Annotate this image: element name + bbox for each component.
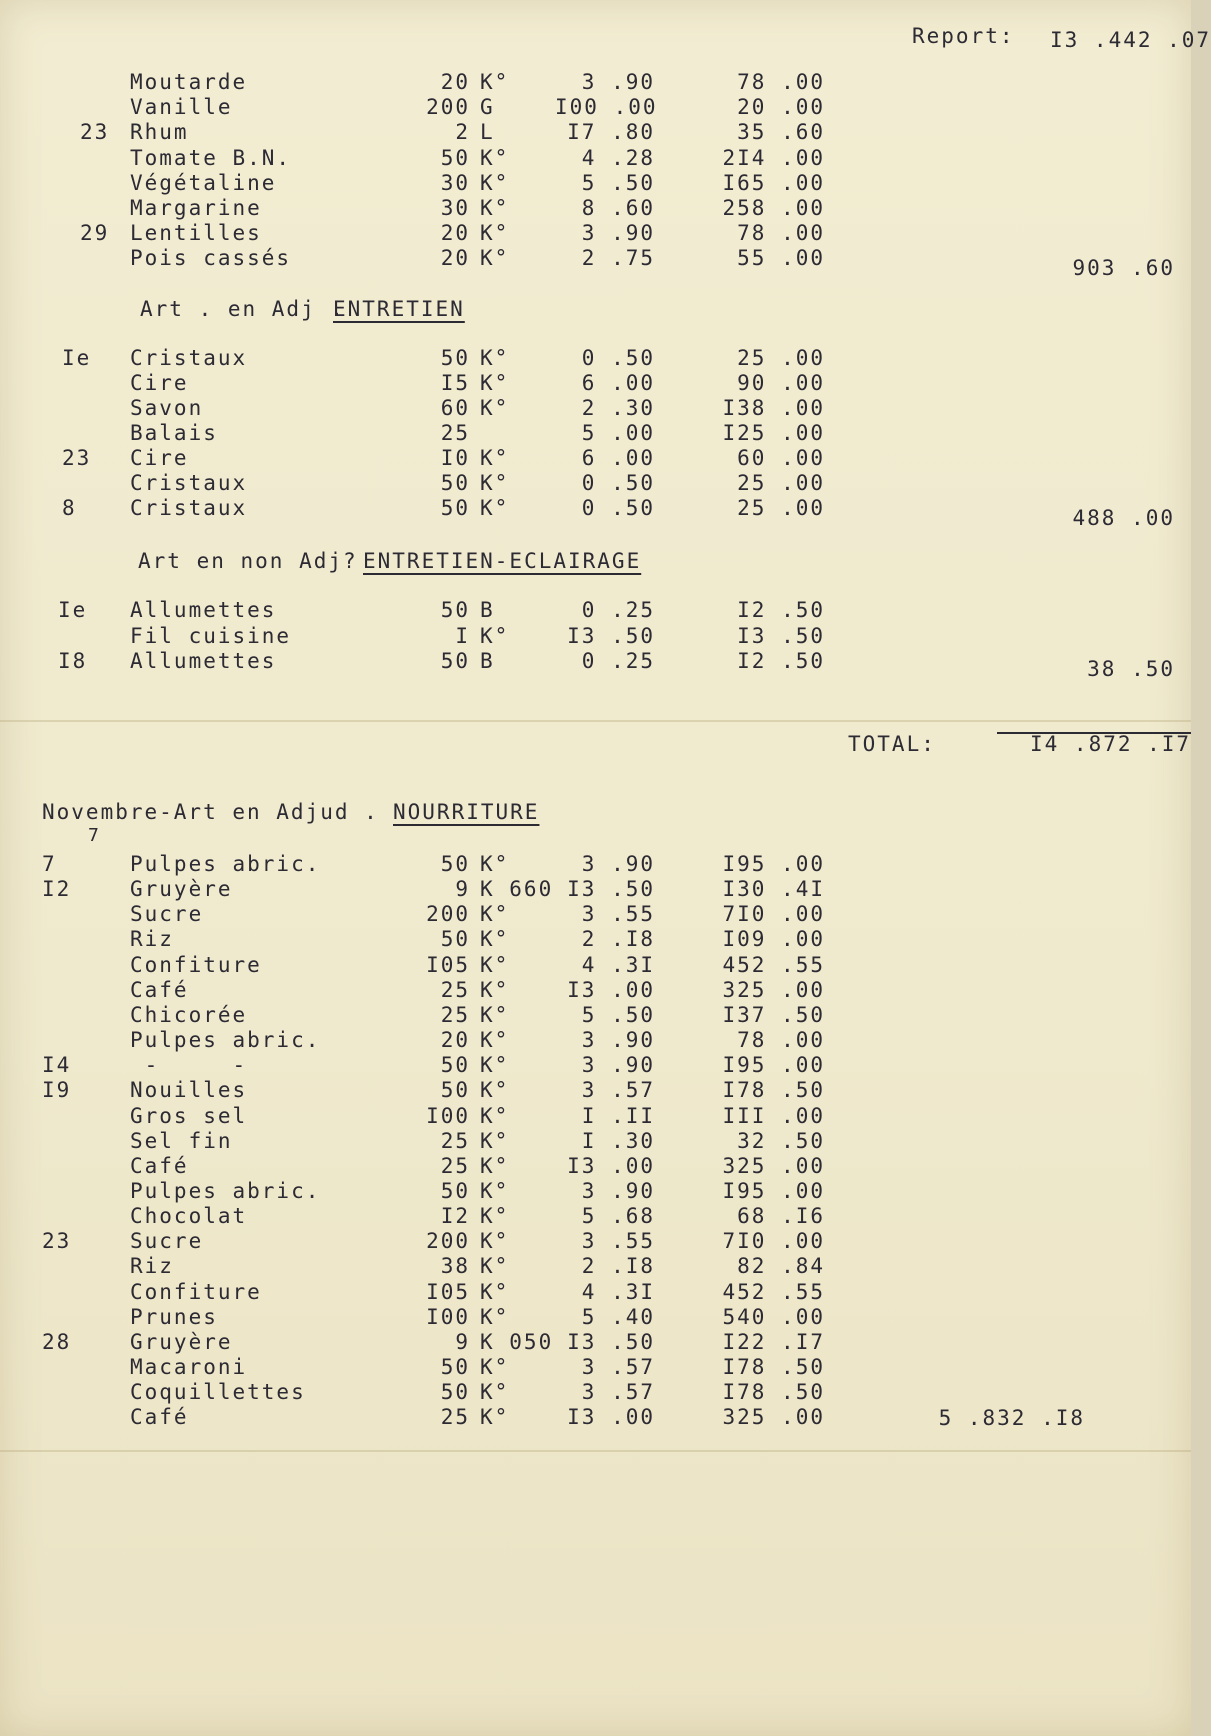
- ledger-day: I9: [42, 1078, 72, 1103]
- ledger-item: Tomate B.N.: [130, 145, 292, 170]
- ledger-qty: 50: [440, 598, 470, 622]
- ledger-price: 2 .I8: [581, 1254, 655, 1279]
- ledger-price: 3 .90: [581, 70, 655, 94]
- ledger-item: Nouilles: [130, 1078, 248, 1103]
- ledger-price: 0 .25: [581, 649, 655, 673]
- ledger-row: [0, 471, 1191, 497]
- ledger-qty: 200: [426, 95, 470, 120]
- ledger-price: 3 .55: [581, 902, 655, 927]
- ledger-row: [0, 902, 1191, 928]
- ledger-item: Gros sel: [130, 1103, 248, 1128]
- ledger-price: I00 .00: [555, 95, 658, 120]
- subtotal-eclairage: 38 .50: [1087, 657, 1175, 681]
- ledger-price: 0 .25: [581, 598, 655, 622]
- ledger-unit: K°: [480, 145, 510, 170]
- ledger-item: Sucre: [130, 902, 204, 927]
- ledger-qty: 50: [440, 471, 470, 495]
- ledger-item: Café: [130, 1153, 189, 1178]
- ledger-total: 78 .00: [737, 221, 825, 246]
- ledger-qty: 25: [440, 1405, 470, 1430]
- ledger-unit: K°: [480, 1254, 510, 1279]
- ledger-row: [0, 1280, 1191, 1306]
- ledger-item: Rhum: [130, 120, 189, 145]
- ledger-unit: K°: [480, 70, 510, 94]
- ledger-total: I2 .50: [737, 649, 825, 673]
- ledger-qty: 25: [440, 1153, 470, 1178]
- ledger-total: I95 .00: [722, 1053, 825, 1078]
- ledger-row: [0, 1229, 1191, 1255]
- ledger-price: 3 .57: [581, 1078, 655, 1103]
- ledger-day: 8: [62, 496, 77, 520]
- ledger-row: [0, 598, 1191, 624]
- ledger-qty: 9: [455, 1329, 470, 1354]
- ledger-qty: 20: [440, 70, 470, 94]
- ledger-qty: I00: [426, 1304, 470, 1329]
- ledger-item: Cire: [130, 446, 189, 470]
- ledger-price: I3 .50: [567, 1329, 655, 1354]
- ledger-item: Cristaux: [130, 471, 248, 495]
- ledger-qty: 38: [440, 1254, 470, 1279]
- section-heading-prefix: Novembre-Art en Adjud .: [42, 800, 379, 824]
- ledger-item: Allumettes: [130, 649, 277, 673]
- ledger-qty: 50: [440, 852, 470, 876]
- ledger-price: 8 .60: [581, 196, 655, 220]
- ledger-qty: 50: [440, 1355, 470, 1379]
- grand-total-label: TOTAL:: [848, 732, 936, 756]
- ledger-unit: K°: [480, 471, 510, 495]
- ledger-qty: 9: [455, 877, 470, 902]
- ledger-qty: I2: [440, 1204, 470, 1229]
- ledger-row: [0, 953, 1191, 979]
- ledger-unit: K°: [480, 952, 510, 977]
- ledger-qty: 50: [440, 346, 470, 370]
- ledger-unit: K°: [480, 1103, 510, 1128]
- ledger-day: 23: [42, 1229, 72, 1254]
- ledger-unit: K°: [480, 496, 510, 520]
- ledger-price: 3 .90: [581, 1178, 655, 1203]
- ledger-row: [0, 877, 1191, 903]
- ledger-day: I8: [58, 649, 88, 673]
- ledger-qty: 25: [440, 1128, 470, 1153]
- ledger-unit: K 050: [480, 1329, 554, 1354]
- ledger-item: Prunes: [130, 1304, 218, 1329]
- ledger-qty: I05: [426, 1279, 470, 1304]
- ledger-qty: I0: [440, 446, 470, 470]
- ledger-unit: K°: [480, 1128, 510, 1153]
- ledger-unit: K°: [480, 1405, 510, 1430]
- ledger-item: Pulpes abric.: [130, 1028, 321, 1053]
- ledger-price: 3 .90: [581, 221, 655, 246]
- ledger-total: 25 .00: [737, 496, 825, 520]
- ledger-total: 78 .00: [737, 70, 825, 94]
- ledger-unit: B: [480, 649, 495, 673]
- ledger-price: 4 .28: [581, 145, 655, 170]
- ledger-price: 5 .50: [581, 1002, 655, 1027]
- ledger-total: 7I0 .00: [722, 902, 825, 927]
- ledger-item: Gruyère: [130, 877, 233, 902]
- ledger-price: 0 .50: [581, 496, 655, 520]
- ledger-row: [0, 120, 1191, 146]
- ledger-total: I95 .00: [722, 1178, 825, 1203]
- ledger-row: [0, 70, 1191, 96]
- ledger-unit: K°: [480, 1053, 510, 1078]
- ledger-day: 7: [42, 852, 57, 876]
- ledger-day: 23: [62, 446, 92, 470]
- handwritten-note: 7: [88, 825, 101, 846]
- ledger-total: 258 .00: [722, 196, 825, 220]
- ledger-item: Sucre: [130, 1229, 204, 1254]
- ledger-item: Balais: [130, 421, 218, 445]
- page-fold: [0, 720, 1191, 722]
- ledger-day: 28: [42, 1329, 72, 1354]
- ledger-qty: 200: [426, 1229, 470, 1254]
- ledger-total: I3 .50: [737, 623, 825, 648]
- ledger-price: I7 .80: [567, 120, 655, 145]
- report-value: I3 .442 .07: [1050, 28, 1211, 52]
- ledger-qty: 50: [440, 927, 470, 952]
- ledger-row: [0, 146, 1191, 172]
- ledger-total: I2 .50: [737, 598, 825, 622]
- ledger-total: I78 .50: [722, 1355, 825, 1379]
- ledger-price: 0 .50: [581, 471, 655, 495]
- ledger-unit: K°: [480, 170, 510, 195]
- ledger-price: 6 .00: [581, 446, 655, 470]
- ledger-day: 29: [80, 221, 110, 246]
- ledger-total: I22 .I7: [722, 1329, 825, 1354]
- ledger-qty: I05: [426, 952, 470, 977]
- ledger-row: [0, 852, 1191, 878]
- ledger-price: I3 .00: [567, 1153, 655, 1178]
- ledger-qty: I00: [426, 1103, 470, 1128]
- grand-total-value: I4 .872 .I7: [1030, 732, 1192, 756]
- ledger-unit: K°: [480, 623, 510, 648]
- ledger-item: Macaroni: [130, 1355, 248, 1379]
- ledger-unit: K°: [480, 346, 510, 370]
- ledger-row: [0, 95, 1191, 121]
- ledger-qty: 2: [455, 120, 470, 145]
- ledger-total: 452 .55: [722, 1279, 825, 1304]
- ledger-row: [0, 196, 1191, 222]
- ledger-total: 540 .00: [722, 1304, 825, 1329]
- ledger-item: Chicorée: [130, 1002, 248, 1027]
- ledger-unit: K°: [480, 1229, 510, 1254]
- subtotal-provisions: 903 .60: [1072, 256, 1175, 280]
- page-fold: [0, 1450, 1191, 1452]
- ledger-qty: 200: [426, 902, 470, 927]
- ledger-qty: 20: [440, 1028, 470, 1053]
- ledger-unit: G: [480, 95, 495, 120]
- ledger-day: Ie: [62, 346, 92, 370]
- ledger-price: 5 .00: [581, 421, 655, 445]
- ledger-day: I4: [42, 1053, 72, 1078]
- ledger-total: I38 .00: [722, 396, 825, 420]
- ledger-item: Café: [130, 1405, 189, 1430]
- ledger-item: Savon: [130, 396, 204, 420]
- ledger-qty: I: [455, 623, 470, 648]
- ledger-price: I .II: [581, 1103, 655, 1128]
- ledger-price: 3 .90: [581, 1028, 655, 1053]
- ledger-total: I78 .50: [722, 1078, 825, 1103]
- ledger-unit: K°: [480, 246, 510, 271]
- section-heading-entretien: ENTRETIEN: [333, 297, 465, 321]
- ledger-row: [0, 396, 1191, 422]
- ledger-total: 32 .50: [737, 1128, 825, 1153]
- ledger-price: I .30: [581, 1128, 655, 1153]
- ledger-total: 25 .00: [737, 346, 825, 370]
- ledger-unit: K°: [480, 1380, 510, 1405]
- ledger-qty: 50: [440, 145, 470, 170]
- ledger-item: Allumettes: [130, 598, 277, 622]
- ledger-row: [0, 1305, 1191, 1331]
- ledger-total: I09 .00: [722, 927, 825, 952]
- ledger-item: Pois cassés: [130, 246, 292, 271]
- ledger-item: Cire: [130, 371, 189, 395]
- ledger-item: Confiture: [130, 952, 262, 977]
- ledger-price: I3 .00: [567, 977, 655, 1002]
- ledger-item: Riz: [130, 927, 174, 952]
- ledger-unit: K°: [480, 396, 510, 420]
- ledger-qty: 50: [440, 649, 470, 673]
- ledger-price: 6 .00: [581, 371, 655, 395]
- ledger-qty: 25: [440, 977, 470, 1002]
- ledger-row: [0, 1179, 1191, 1205]
- ledger-qty: 60: [440, 396, 470, 420]
- ledger-unit: K°: [480, 221, 510, 246]
- ledger-qty: 25: [440, 421, 470, 445]
- ledger-price: 5 .40: [581, 1304, 655, 1329]
- ledger-unit: K°: [480, 446, 510, 470]
- ledger-item: Pulpes abric.: [130, 852, 321, 876]
- ledger-total: I65 .00: [722, 170, 825, 195]
- ledger-unit: K°: [480, 852, 510, 876]
- ledger-unit: L: [480, 120, 495, 145]
- ledger-price: 5 .50: [581, 170, 655, 195]
- ledger-total: 325 .00: [722, 1153, 825, 1178]
- ledger-day: I2: [42, 877, 72, 902]
- ledger-qty: 50: [440, 1078, 470, 1103]
- ledger-unit: K°: [480, 1204, 510, 1229]
- ledger-item: Riz: [130, 1254, 174, 1279]
- ledger-unit: K°: [480, 1279, 510, 1304]
- ledger-total: 325 .00: [722, 977, 825, 1002]
- ledger-item: Confiture: [130, 1279, 262, 1304]
- ledger-price: I3 .50: [567, 877, 655, 902]
- section-heading-nourriture: NOURRITURE: [393, 800, 540, 824]
- ledger-price: 3 .90: [581, 852, 655, 876]
- ledger-item: Cristaux: [130, 496, 248, 520]
- ledger-unit: B: [480, 598, 495, 622]
- ledger-item: Vanille: [130, 95, 233, 120]
- ledger-row: [0, 421, 1191, 447]
- ledger-row: [0, 927, 1191, 953]
- ledger-item: Lentilles: [130, 221, 262, 246]
- ledger-total: I78 .50: [722, 1380, 825, 1405]
- ledger-unit: K°: [480, 1078, 510, 1103]
- ledger-unit: K°: [480, 902, 510, 927]
- ledger-row: [0, 1330, 1191, 1356]
- ledger-row: [0, 1254, 1191, 1280]
- ledger-total: 35 .60: [737, 120, 825, 145]
- ledger-total: I95 .00: [722, 852, 825, 876]
- ledger-item: Café: [130, 977, 189, 1002]
- ledger-item: Moutarde: [130, 70, 248, 94]
- ledger-total: 78 .00: [737, 1028, 825, 1053]
- ledger-row: [0, 1003, 1191, 1029]
- ledger-row: [0, 346, 1191, 372]
- ledger-unit: K 660: [480, 877, 554, 902]
- ledger-unit: K°: [480, 927, 510, 952]
- ledger-item: Chocolat: [130, 1204, 248, 1229]
- ledger-total: I30 .4I: [722, 877, 825, 902]
- ledger-row: [0, 1380, 1191, 1406]
- ledger-qty: 50: [440, 1178, 470, 1203]
- ledger-unit: K°: [480, 1002, 510, 1027]
- ledger-price: 5 .68: [581, 1204, 655, 1229]
- ledger-price: 3 .57: [581, 1380, 655, 1405]
- ledger-item: Margarine: [130, 196, 262, 220]
- ledger-price: 3 .55: [581, 1229, 655, 1254]
- ledger-qty: I5: [440, 371, 470, 395]
- ledger-total: 325 .00: [722, 1405, 825, 1430]
- ledger-item: Fil cuisine: [130, 623, 292, 648]
- ledger-price: 3 .90: [581, 1053, 655, 1078]
- section-heading-prefix: Art en non Adj?: [138, 549, 358, 573]
- ledger-price: 4 .3I: [581, 1279, 655, 1304]
- ledger-unit: K°: [480, 1178, 510, 1203]
- section-heading-eclairage: ENTRETIEN-ECLAIRAGE: [363, 549, 642, 573]
- ledger-row: [0, 1129, 1191, 1155]
- ledger-price: 2 .I8: [581, 927, 655, 952]
- ledger-unit: K°: [480, 1028, 510, 1053]
- ledger-total: I37 .50: [722, 1002, 825, 1027]
- ledger-row: [0, 1053, 1191, 1079]
- ledger-unit: K°: [480, 1153, 510, 1178]
- ledger-qty: 25: [440, 1002, 470, 1027]
- ledger-unit: K°: [480, 1355, 510, 1379]
- ledger-total: 55 .00: [737, 246, 825, 271]
- ledger-item: Sel fin: [130, 1128, 233, 1153]
- ledger-total: 60 .00: [737, 446, 825, 470]
- ledger-row: [0, 371, 1191, 397]
- ledger-price: 4 .3I: [581, 952, 655, 977]
- ledger-item: Cristaux: [130, 346, 248, 370]
- ledger-total: 20 .00: [737, 95, 825, 120]
- ledger-row: [0, 1355, 1191, 1381]
- ledger-item: Coquillettes: [130, 1380, 306, 1405]
- ledger-row: [0, 1204, 1191, 1230]
- ledger-row: [0, 624, 1191, 650]
- ledger-qty: 30: [440, 196, 470, 220]
- ledger-row: [0, 1104, 1191, 1130]
- ledger-day: 23: [80, 120, 110, 145]
- ledger-price: 3 .57: [581, 1355, 655, 1379]
- ledger-total: I25 .00: [722, 421, 825, 445]
- ledger-price: 0 .50: [581, 346, 655, 370]
- ledger-row: [0, 171, 1191, 197]
- section-heading-prefix: Art . en Adj .: [140, 297, 346, 321]
- ledger-price: I3 .50: [567, 623, 655, 648]
- ledger-total: 68 .I6: [737, 1204, 825, 1229]
- ledger-unit: K°: [480, 196, 510, 220]
- subtotal-entretien: 488 .00: [1072, 506, 1175, 530]
- ledger-item: Végétaline: [130, 170, 277, 195]
- ledger-total: 82 .84: [737, 1254, 825, 1279]
- ledger-unit: K°: [480, 371, 510, 395]
- ledger-price: I3 .00: [567, 1405, 655, 1430]
- report-label: Report:: [912, 24, 1015, 48]
- ledger-row: [0, 1028, 1191, 1054]
- ledger-qty: 50: [440, 1053, 470, 1078]
- ledger-row: [0, 446, 1191, 472]
- ledger-unit: K°: [480, 1304, 510, 1329]
- ledger-total: 25 .00: [737, 471, 825, 495]
- ledger-price: 2 .30: [581, 396, 655, 420]
- ledger-day: Ie: [58, 598, 88, 622]
- ledger-total: 7I0 .00: [722, 1229, 825, 1254]
- ledger-qty: 20: [440, 221, 470, 246]
- ledger-total: 90 .00: [737, 371, 825, 395]
- ledger-unit: K°: [480, 977, 510, 1002]
- ledger-price: 2 .75: [581, 246, 655, 271]
- ledger-item: Pulpes abric.: [130, 1178, 321, 1203]
- ledger-qty: 20: [440, 246, 470, 271]
- ledger-qty: 30: [440, 170, 470, 195]
- ledger-qty: 50: [440, 496, 470, 520]
- ledger-row: [0, 1078, 1191, 1104]
- ledger-total: 452 .55: [722, 952, 825, 977]
- ledger-item: Gruyère: [130, 1329, 233, 1354]
- ledger-total: 2I4 .00: [722, 145, 825, 170]
- ledger-row: [0, 978, 1191, 1004]
- ledger-qty: 50: [440, 1380, 470, 1405]
- ledger-item: - -: [130, 1053, 248, 1078]
- ledger-row: [0, 1154, 1191, 1180]
- ledger-row: [0, 221, 1191, 247]
- ledger-total: III .00: [722, 1103, 825, 1128]
- subtotal-nourriture: 5 .832 .I8: [938, 1406, 1085, 1430]
